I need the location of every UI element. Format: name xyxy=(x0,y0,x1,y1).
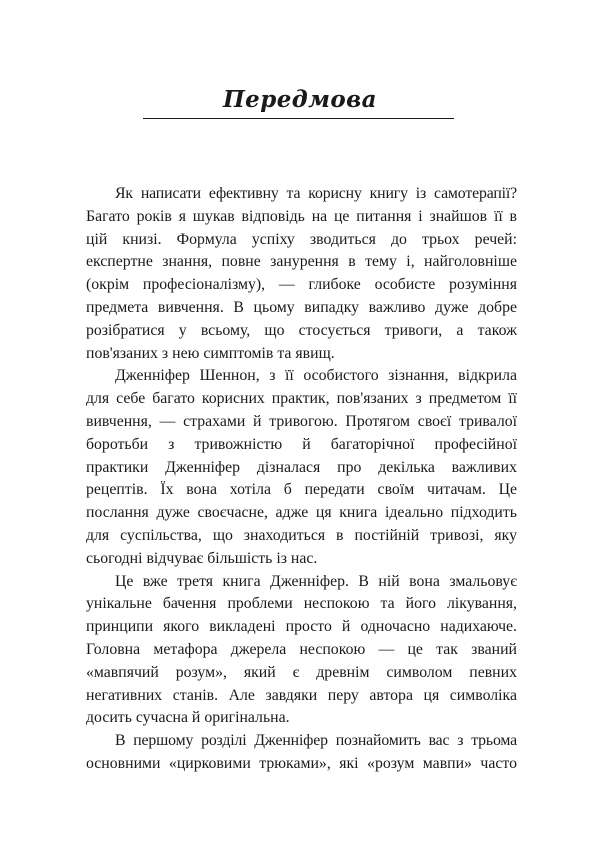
text-line: унікальне бачення проблеми неспокою та його лікування, xyxy=(86,595,517,613)
body-text xyxy=(86,183,517,776)
text-line: Як написати ефективну та корисну книгу із самотерапії? xyxy=(115,185,517,202)
text-line: сьогодні відчуває більшість із нас. xyxy=(86,549,318,567)
page-title: Передмова xyxy=(223,86,377,113)
text-line: Дженніфер Шеннон, з її особистого зізнання, відкрила xyxy=(115,367,517,385)
text-line: рецептів. Їх вона хотіла б передати своїм читачам. Це xyxy=(86,481,517,499)
text-line: предмета вивчення. В цьому випадку важливо дуже добре xyxy=(86,298,517,316)
text-line: (окрім професіоналізму), — глибоке особисте розуміння xyxy=(86,276,517,294)
text-line: основними «цирковими трюками», які «розум мавпи» часто xyxy=(86,754,517,772)
paragraph-3 xyxy=(86,571,517,731)
paragraph-4 xyxy=(86,730,517,776)
text-line: негативних станів. Але завдяки перу автора ця символіка xyxy=(86,686,517,704)
text-line: вивчення, — страхами й тривогою. Протягом своєї тривалої xyxy=(86,412,517,430)
text-line: послання дуже своєчасне, адже ця книга ідеально підходить xyxy=(86,504,517,522)
title-underline xyxy=(143,118,454,119)
text-line: Головна метафора джерела неспокою — це так званий xyxy=(86,640,517,658)
text-line: боротьби з тривожністю й багаторічної професійної xyxy=(86,435,517,453)
paragraph-1 xyxy=(86,183,517,365)
text-line: Це вже третя книга Дженніфер. В ній вона змальовує xyxy=(115,572,517,590)
text-line: практики Дженніфер дізналася про декілька важливих xyxy=(86,458,517,476)
text-line: Багато років я шукав відповідь на це питання і знайшов її в xyxy=(86,207,517,225)
text-line: цій книзі. Формула успіху зводиться до трьох речей: xyxy=(86,230,517,248)
text-line: принципи якого викладені просто й одночасно надихаюче. xyxy=(86,618,517,636)
text-line: для себе багато корисних практик, пов'язаних з предметом її xyxy=(86,390,517,408)
text-line: досить сучасна й оригінальна. xyxy=(86,709,290,727)
text-line: експертне знання, повне занурення в тему і, найголовніше xyxy=(86,253,517,271)
text-line: для суспільства, що знаходиться в постійній тривозі, яку xyxy=(86,526,517,544)
text-line: пов'язаних з нею симптомів та явищ. xyxy=(86,344,335,362)
text-line: «мавпячий розум», який є древнім символом певних xyxy=(86,663,517,681)
text-line: В першому розділі Дженніфер познайомить вас з трьома xyxy=(115,732,517,750)
paragraph-2 xyxy=(86,365,517,570)
text-line: розібратися у всьому, що стосується тривоги, а також xyxy=(86,321,517,339)
